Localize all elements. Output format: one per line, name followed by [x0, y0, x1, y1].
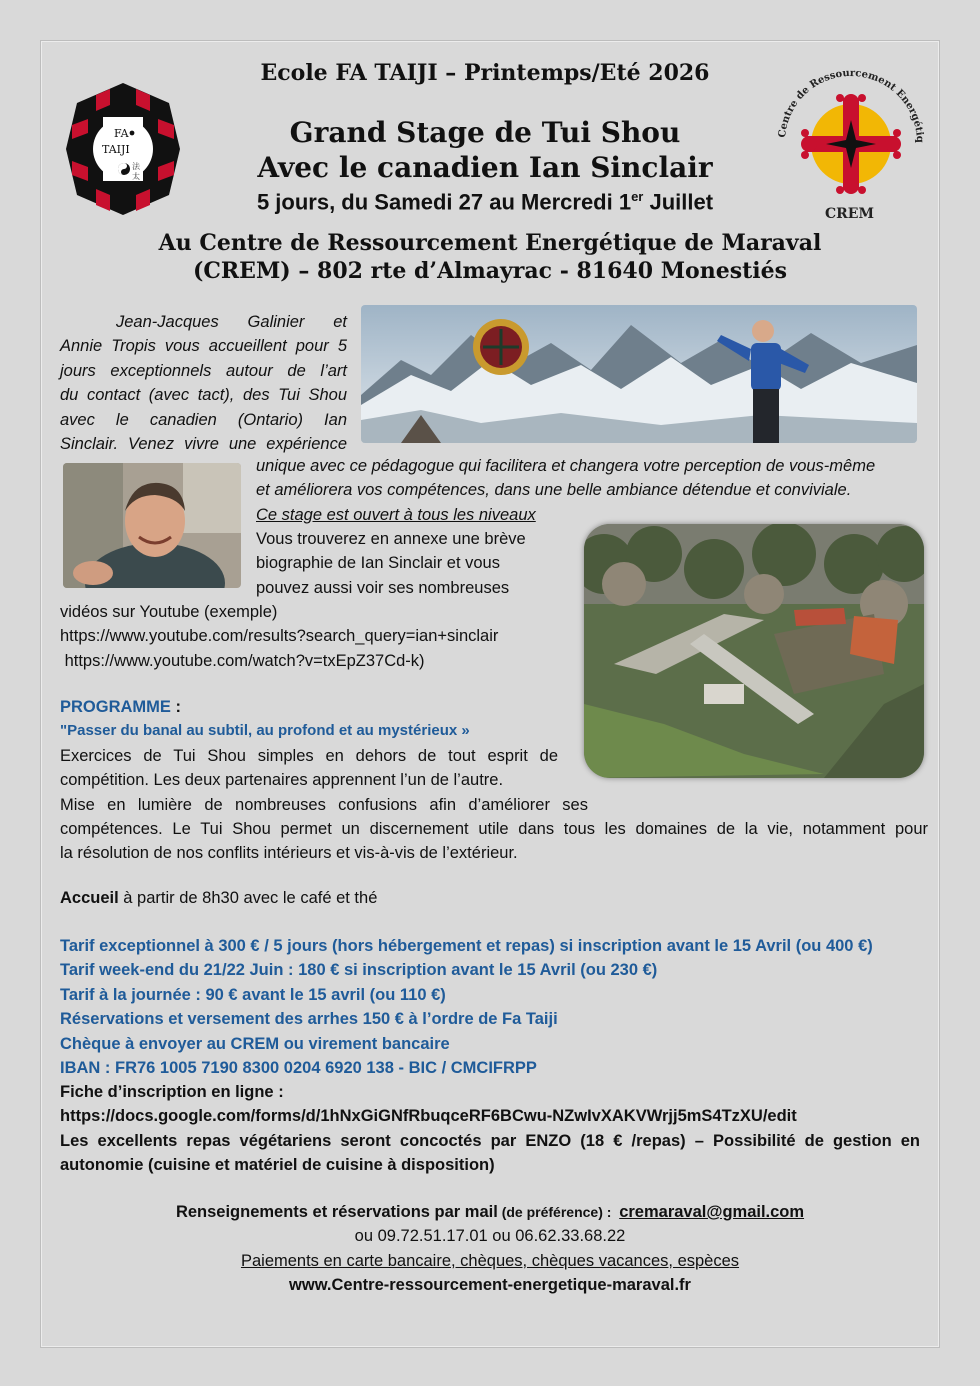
- taiji-label: TAIJI: [102, 143, 130, 156]
- bio-line: Vous trouverez en annexe une brève: [256, 530, 526, 548]
- intro-line: du contact (avec tact), des Tui Shou: [60, 386, 347, 405]
- fa-label: FA: [114, 127, 129, 140]
- bio-text: [256, 527, 576, 600]
- website-link[interactable]: www.Centre-ressourcement-energetique-maraval.fr: [289, 1276, 691, 1295]
- intro-line: unique avec ce pédagogue qui facilitera et changera votre perception de vous-même: [256, 457, 876, 475]
- dates-end: Juillet: [643, 189, 714, 215]
- youtube-video-link[interactable]: https://www.youtube.com/watch?v=txEpZ37Cd-k): [60, 651, 425, 670]
- price-line: Chèque à envoyer au CREM ou virement bancaire: [60, 1034, 450, 1053]
- inscription-form-link[interactable]: https://docs.google.com/forms/d/1hNxGiGNfRbuqceRF6BCwu-NZwIvXAKVWrjj5mS4TzXU/edit: [60, 1107, 797, 1126]
- programme-heading: [60, 695, 928, 719]
- pricing-block: [60, 934, 930, 1080]
- programme-line: Exercices de Tui Shou simples en dehors de tout esprit de: [60, 746, 558, 765]
- programme-line: compétition. Les deux partenaires apprennent l’un de l’autre.: [60, 771, 504, 790]
- contact-email-line: [60, 1200, 920, 1224]
- contact-phones: ou 09.72.51.17.01 ou 06.62.33.68.22: [354, 1227, 626, 1246]
- programme-colon: :: [170, 698, 182, 716]
- intro-line: Jean-Jacques Galinier et: [116, 313, 347, 331]
- mountain-photo: [361, 305, 917, 443]
- price-line: Réservations et versement des arrhes 150 € à l’ordre de Fa Taiji: [60, 1010, 558, 1029]
- dates-main: 5 jours, du Samedi 27 au Mercredi 1: [256, 189, 632, 215]
- ian-sinclair-portrait: [63, 463, 241, 588]
- bio-links: [60, 600, 580, 673]
- intro-line: jours exceptionnels autour de l’art: [60, 361, 347, 380]
- bio-line: vidéos sur Youtube (exemple): [60, 603, 278, 621]
- event-dates: [160, 189, 810, 215]
- programme-line: la résolution de nos conflits intérieurs et vis-à-vis de l’extérieur.: [60, 844, 518, 863]
- intro-line: et améliorera vos compétences, dans une belle ambiance détendue et conviviale.: [256, 481, 852, 500]
- programme-section: [60, 695, 928, 866]
- dates-sup: er: [631, 189, 644, 204]
- youtube-search-link[interactable]: https://www.youtube.com/results?search_query=ian+sinclair: [60, 627, 499, 646]
- programme-quote: "Passer du banal au subtil, au profond et au mystérieux »: [60, 722, 470, 740]
- intro-text: [60, 310, 347, 456]
- contact-pref: (de préférence) :: [497, 1204, 620, 1220]
- venue-line2: (CREM) – 802 rte d’Almayrac - 81640 Monestiés: [192, 258, 788, 284]
- event-title: [160, 115, 810, 185]
- event-title-line1: Grand Stage de Tui Shou: [289, 116, 681, 149]
- venue-line1: Au Centre de Ressourcement Energétique de Maraval: [158, 230, 822, 256]
- crem-ring-text: Centre de Ressourcement Energétiq: [777, 67, 926, 143]
- contact-lead: Renseignements et réservations par mail: [175, 1203, 498, 1221]
- bio-line: pouvez aussi voir ses nombreuses: [256, 578, 510, 597]
- programme-line: compétences. Le Tui Shou permet un discernement utile dans tous les domaines de la vie, notamment pour: [60, 820, 928, 839]
- contact-block: [60, 1200, 920, 1298]
- event-title-line2: Avec le canadien Ian Sinclair: [257, 151, 713, 184]
- school-title: Ecole FA TAIJI – Printemps/Eté 2026: [260, 60, 710, 86]
- inscription-label: Fiche d’inscription en ligne :: [60, 1083, 284, 1101]
- payment-methods: Paiements en carte bancaire, chèques, chèques vacances, espèces: [240, 1251, 740, 1270]
- bio-line: biographie de Ian Sinclair et vous: [256, 554, 500, 573]
- price-line: Tarif week-end du 21/22 Juin : 180 € si inscription avant le 15 Avril (ou 230 €): [60, 961, 658, 980]
- programme-line: Mise en lumière de nombreuses confusions afin d’améliorer ses: [60, 795, 588, 814]
- accueil-text: à partir de 8h30 avec le café et thé: [118, 889, 378, 907]
- contact-email-link[interactable]: cremaraval@gmail.com: [619, 1203, 805, 1221]
- crem-label: CREM: [825, 206, 874, 222]
- iban-line: IBAN : FR76 1005 7190 8300 0204 6920 138 - BIC / CMCIFRPP: [60, 1059, 537, 1078]
- venue: [60, 229, 920, 285]
- intro-line: Annie Tropis vous accueillent pour 5: [60, 337, 347, 356]
- meals-line: autonomie (cuisine et matériel de cuisine à disposition): [60, 1156, 495, 1175]
- accueil-label: Accueil: [60, 889, 119, 907]
- svg-text:法: 法: [132, 162, 140, 171]
- svg-text:太: 太: [132, 172, 140, 181]
- all-levels-note: Ce stage est ouvert à tous les niveaux: [256, 505, 536, 524]
- intro-line: avec le canadien (Ontario) Ian: [60, 410, 347, 429]
- price-line: Tarif à la journée : 90 € avant le 15 avril (ou 110 €): [60, 985, 446, 1004]
- intro-line: Sinclair. Venez vivre une expérience: [60, 435, 347, 454]
- programme-title: PROGRAMME: [60, 698, 171, 716]
- intro-continued: [256, 454, 936, 527]
- meals-line: Les excellents repas végétariens seront concoctés par ENZO (18 € /repas) – Possibilité de gestion en: [60, 1131, 920, 1150]
- inscription-block: [60, 1080, 920, 1178]
- price-line: Tarif exceptionnel à 300 € / 5 jours (hors hébergement et repas) si inscription avant le 15 Avril (ou 400 €): [60, 937, 873, 955]
- accueil-line: [60, 886, 920, 910]
